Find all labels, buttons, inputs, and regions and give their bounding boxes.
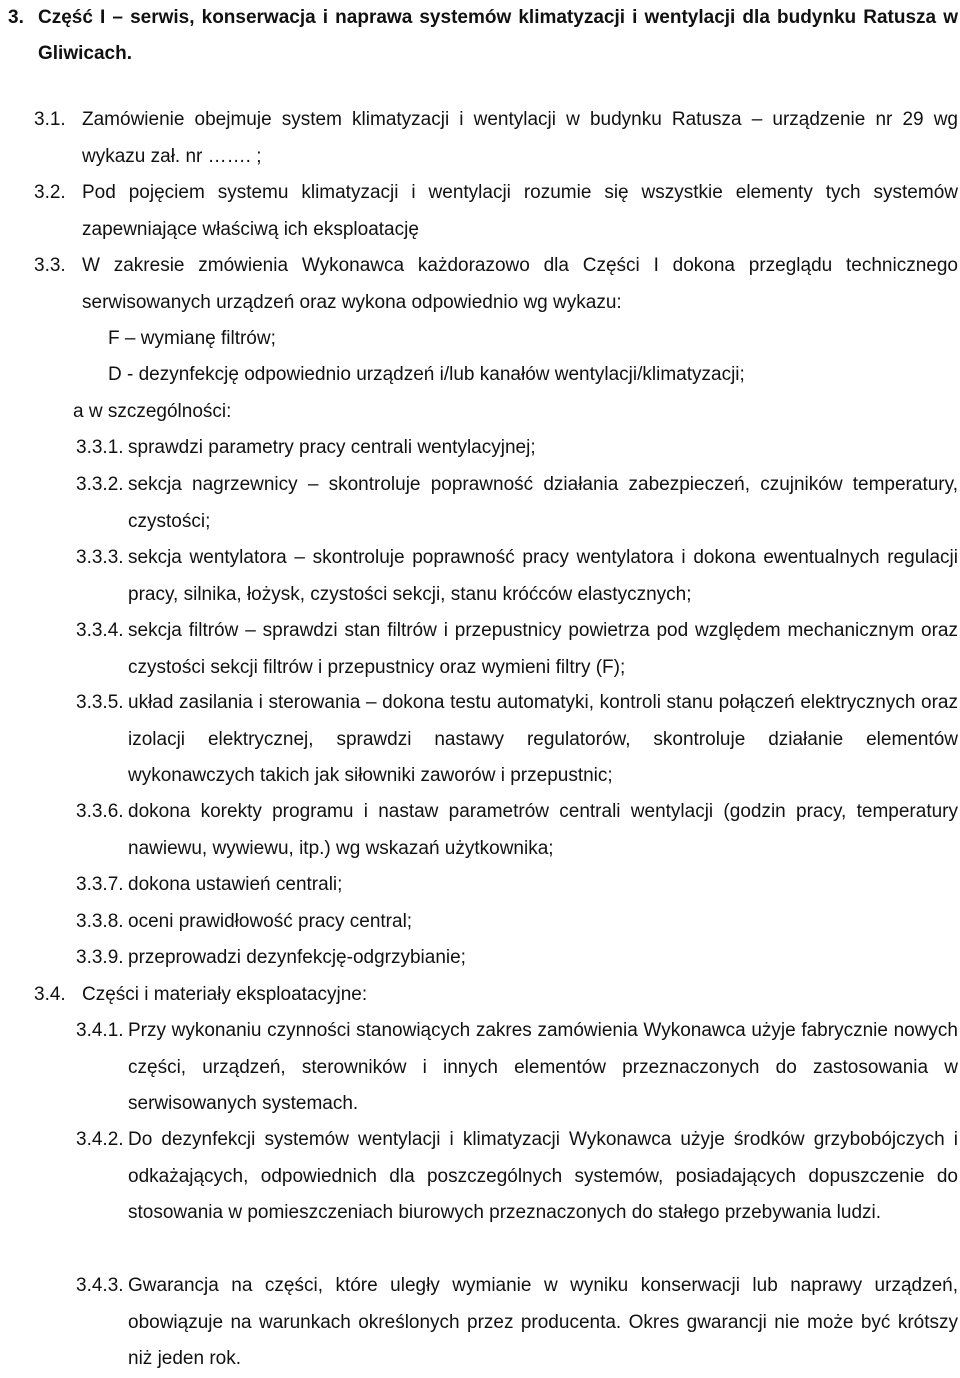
item-number: 3.2. [34, 182, 66, 203]
item-number: 3.4.1. [76, 1020, 124, 1041]
item-text: W zakresie zmówienia Wykonawca każdorazowo dla Części I dokona przeglądu technicznego serwisowanych urządzeń oraz wykona odpowiednio wg wykazu: [82, 255, 958, 313]
item-3-3 [34, 248, 958, 321]
item-text: układ zasilania i sterowania – dokona testu automatyki, kontroli stanu połączeń elektrycznych oraz izolacji elektrycznej, sprawdzi nastawy regulatorów, skontroluje działanie elementów wykonawczych takich jak siłowniki zaworów i przepustnic; [128, 692, 958, 786]
item-3-4-1 [76, 1013, 958, 1123]
item-text: Gwarancja na części, które uległy wymianie w wyniku konserwacji lub naprawy urządzeń, obowiązuje na warunkach określonych przez producenta. Okres gwarancji nie może być krótszy niż jeden rok. [128, 1275, 958, 1369]
item-number: 3.3.5. [76, 692, 124, 713]
item-3-4 [34, 977, 958, 1014]
legend-line-disinfection: D - dezynfekcję odpowiednio urządzeń i/lub kanałów wentylacji/klimatyzacji; [108, 364, 745, 385]
item-number: 3.3.9. [76, 947, 124, 968]
item-text: oceni prawidłowość pracy central; [128, 911, 413, 932]
item-number: 3.3. [34, 255, 66, 276]
item-text: dokona ustawień centrali; [128, 874, 343, 895]
item-text: sekcja wentylatora – skontroluje poprawność pracy wentylatora i dokona ewentualnych regulacji pracy, silnika, łożysk, czystości sekcji, stanu króćców elastycznych; [128, 547, 958, 605]
item-number: 3.4.2. [76, 1129, 124, 1150]
item-text: przeprowadzi dezynfekcję-odgrzybianie; [128, 947, 466, 968]
item-3-3-8 [76, 904, 958, 941]
in-particular-line: a w szczególności: [73, 401, 232, 422]
item-number: 3.1. [34, 109, 66, 130]
item-3-4-3 [76, 1268, 958, 1378]
item-text: Części i materiały eksploatacyjne: [82, 984, 368, 1005]
item-text: Do dezynfekcji systemów wentylacji i klimatyzacji Wykonawca użyje środków grzybobójczych i odkażających, odpowiednich dla poszczególnych systemów, posiadających dopuszczenie do stosowania w pomieszczeniach biurowych przeznaczonych do stałego przebywania ludzi. [128, 1129, 958, 1223]
item-text: sekcja filtrów – sprawdzi stan filtrów i przepustnicy powietrza pod względem mechanicznym oraz czystości sekcji filtrów i przepustnicy oraz wymieni filtry (F); [128, 620, 958, 678]
item-3-4-2 [76, 1122, 958, 1232]
item-number: 3.3.4. [76, 620, 124, 641]
item-number: 3.3.1. [76, 437, 124, 458]
item-number: 3.3.7. [76, 874, 124, 895]
item-3-1 [34, 102, 958, 175]
item-3-2 [34, 175, 958, 248]
item-number: 3.3.2. [76, 474, 124, 495]
item-3-3-2 [76, 467, 958, 540]
item-number: 3.4.3. [76, 1275, 124, 1296]
item-3-3-3 [76, 540, 958, 613]
legend-line-filters: F – wymianę filtrów; [108, 328, 276, 349]
item-number: 3.3.3. [76, 547, 124, 568]
section-number: 3. [8, 7, 24, 28]
item-text: dokona korekty programu i nastaw parametrów centrali wentylacji (godzin pracy, temperatury nawiewu, wywiewu, itp.) wg wskazań użytkownika; [128, 801, 958, 859]
item-3-3-6 [76, 794, 958, 867]
item-3-3-1 [76, 430, 958, 467]
item-number: 3.3.8. [76, 911, 124, 932]
item-number: 3.4. [34, 984, 66, 1005]
item-text: sekcja nagrzewnicy – skontroluje poprawność działania zabezpieczeń, czujników temperatury, czystości; [128, 474, 958, 532]
item-text: Zamówienie obejmuje system klimatyzacji i wentylacji w budynku Ratusza – urządzenie nr 29 wg wykazu zał. nr ……. ; [82, 109, 958, 167]
item-3-3-5 [76, 685, 958, 795]
section-heading [8, 0, 958, 72]
item-3-3-9 [76, 940, 958, 977]
item-text: Przy wykonaniu czynności stanowiących zakres zamówienia Wykonawca użyje fabrycznie nowych części, urządzeń, sterowników i innych elementów przeznaczonych do zastosowania w serwisowanych systemach. [128, 1020, 958, 1114]
item-3-3-4 [76, 613, 958, 686]
section-title: Część I – serwis, konserwacja i naprawa systemów klimatyzacji i wentylacji dla budynku Ratusza w Gliwicach. [38, 7, 958, 64]
item-text: sprawdzi parametry pracy centrali wentylacyjnej; [128, 437, 536, 458]
item-text: Pod pojęciem systemu klimatyzacji i wentylacji rozumie się wszystkie elementy tych systemów zapewniające właściwą ich eksploatację [82, 182, 958, 240]
item-3-3-7 [76, 867, 958, 904]
item-number: 3.3.6. [76, 801, 124, 822]
